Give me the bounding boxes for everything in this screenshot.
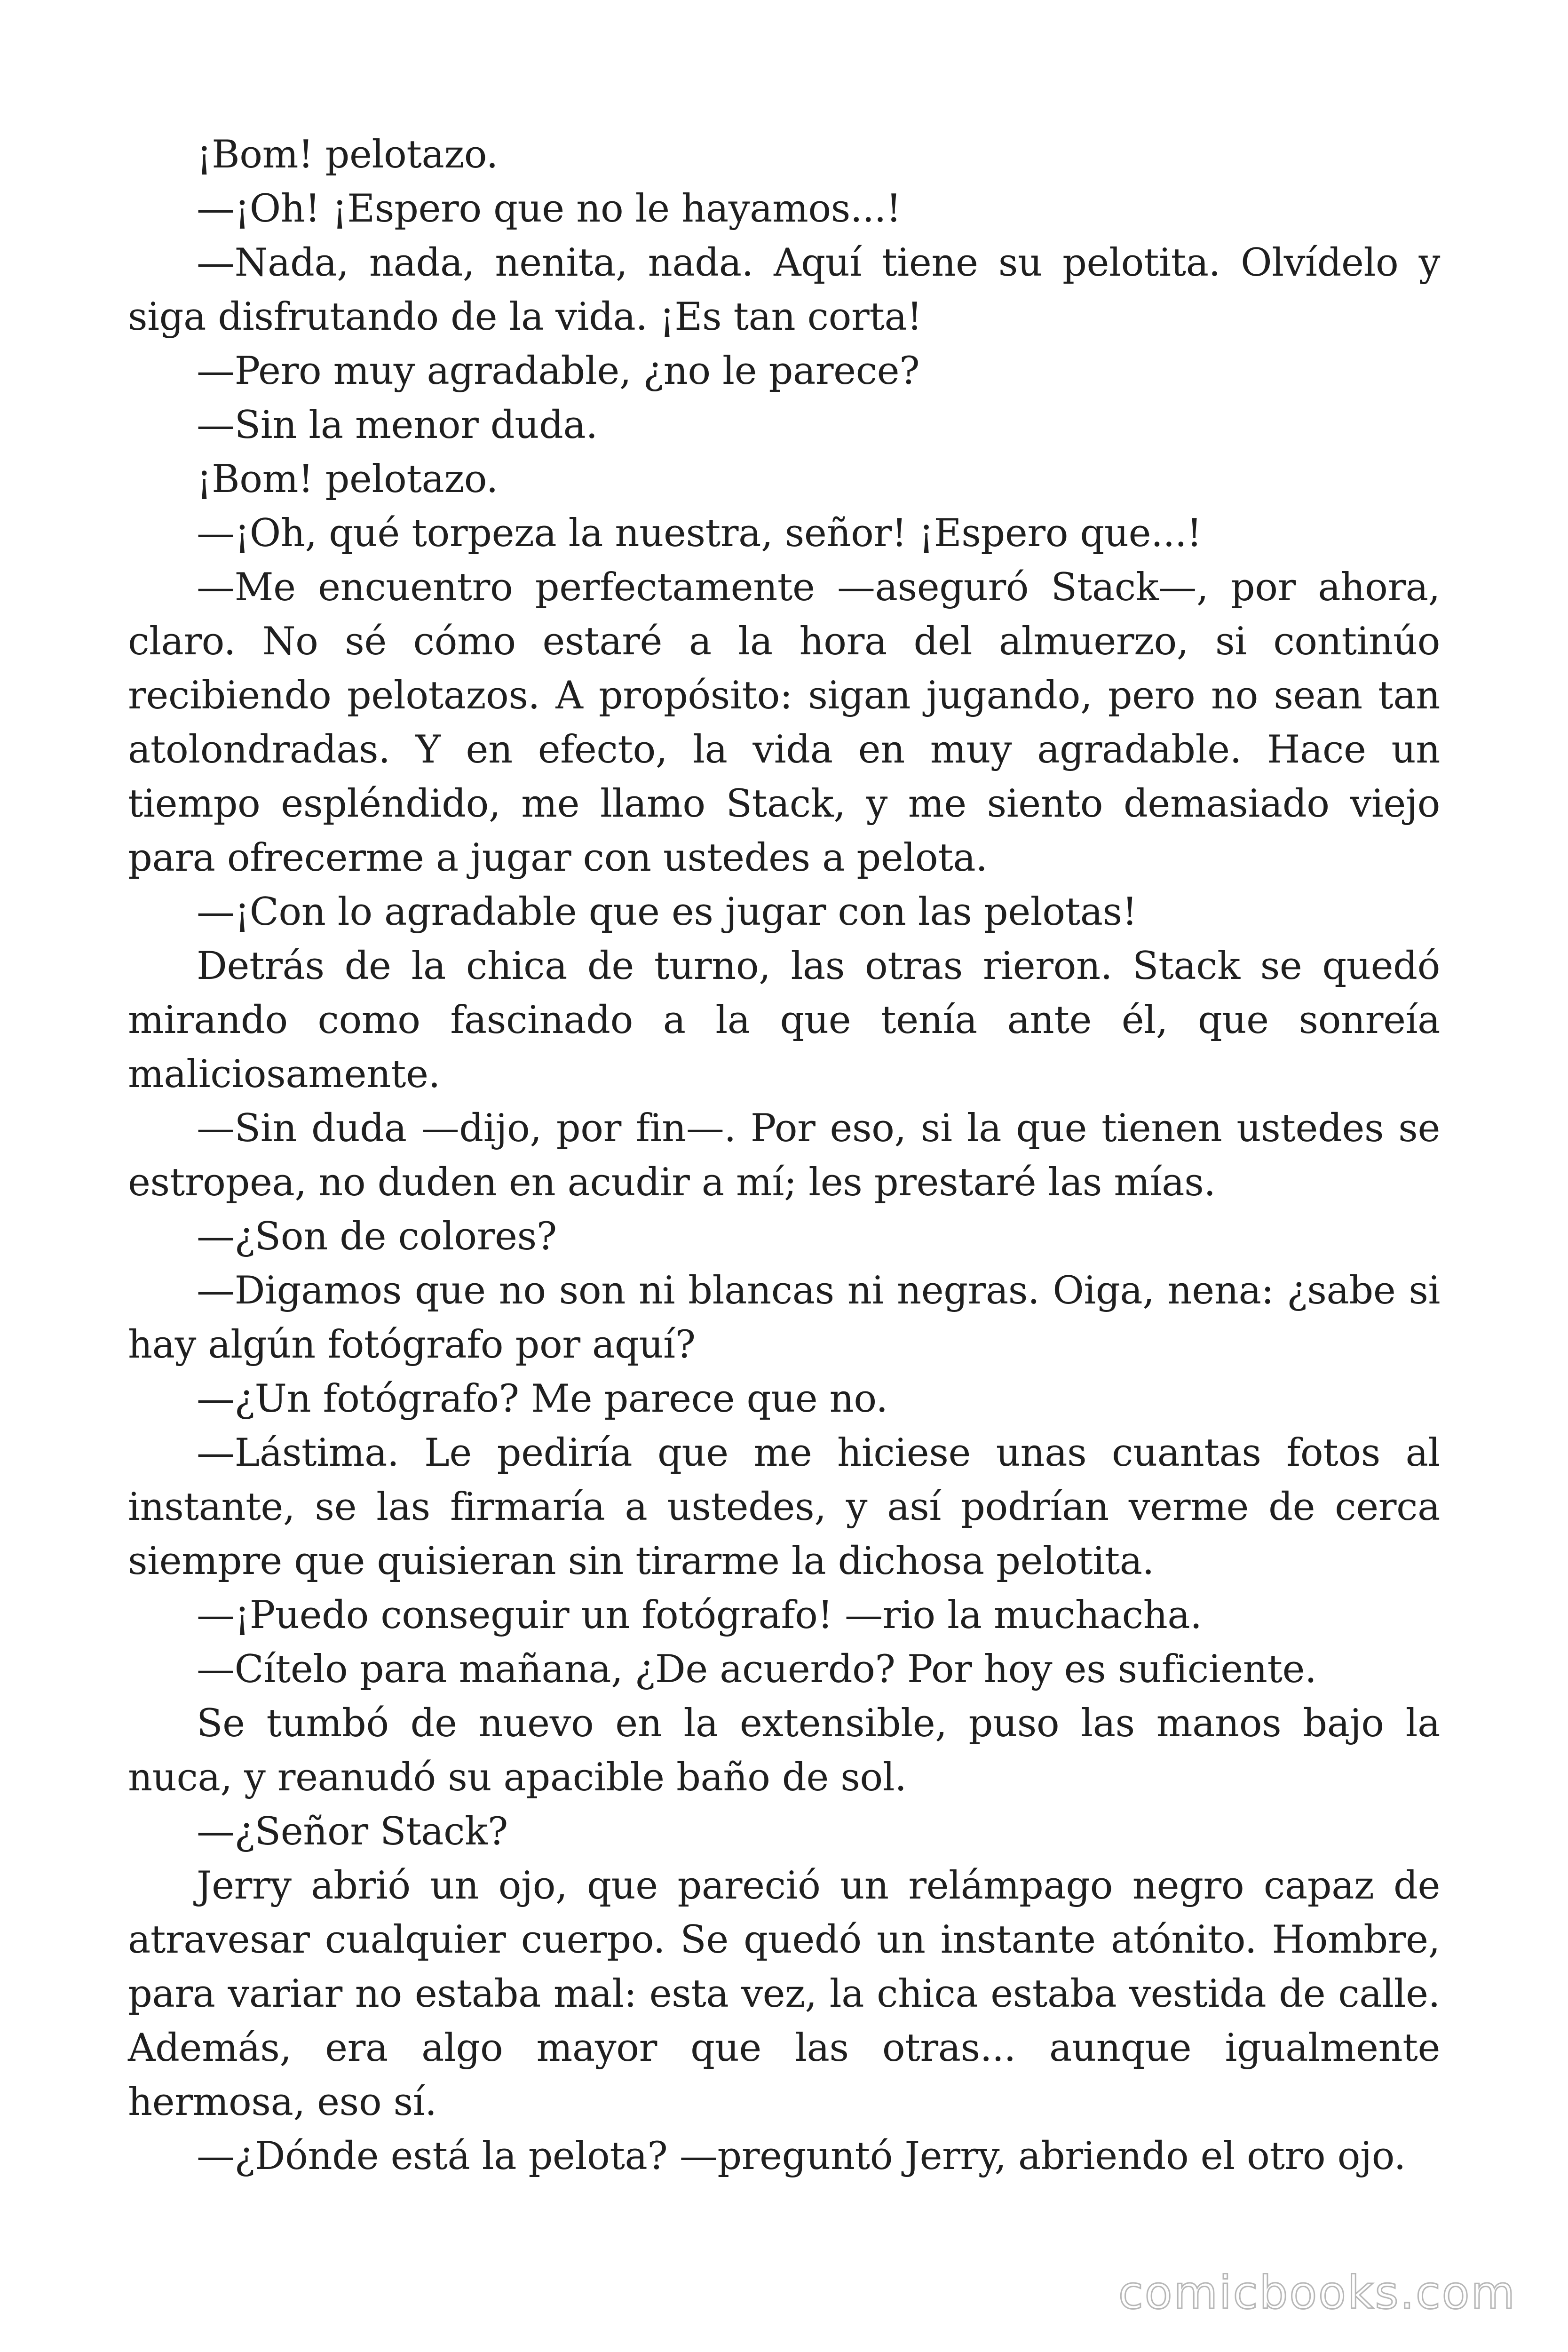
paragraph: —Lástima. Le pediría que me hiciese unas cuantas fotos al instante, se las firmaría a ustedes, y así podrían verme de cerca siempre que quisieran sin tirarme la dichosa pelotita. xyxy=(128,1431,1440,1583)
paragraph: Se tumbó de nuevo en la extensible, puso las manos bajo la nuca, y reanudó su apacible baño de sol. xyxy=(128,1701,1440,1800)
paragraph: Jerry abrió un ojo, que pareció un relámpago negro capaz de atravesar cualquier cuerpo. Se quedó un instante atónito. Hombre, para variar no estaba mal: esta vez, la chica estaba vestida de calle. Además, era algo mayor que las otras... aunque igualmente hermosa, eso sí. xyxy=(128,1864,1440,2124)
paragraph: —¿Son de colores? xyxy=(197,1215,557,1259)
page-body xyxy=(128,128,1440,2184)
paragraph: —Cítelo para mañana, ¿De acuerdo? Por hoy es suficiente. xyxy=(197,1647,1317,1692)
paragraph: —¿Dónde está la pelota? —preguntó Jerry, abriendo el otro ojo. xyxy=(197,2134,1406,2178)
paragraph: —Digamos que no son ni blancas ni negras. Oiga, nena: ¿sabe si hay algún fotógrafo por aquí? xyxy=(128,1269,1440,1367)
paragraph: Detrás de la chica de turno, las otras rieron. Stack se quedó mirando como fascinado a la que tenía ante él, que sonreía maliciosamente. xyxy=(128,944,1440,1097)
paragraph: ¡Bom! pelotazo. xyxy=(197,133,499,177)
paragraph: —Nada, nada, nenita, nada. Aquí tiene su pelotita. Olvídelo y siga disfrutando de la vida. ¡Es tan corta! xyxy=(128,241,1440,339)
paragraph: —¡Oh, qué torpeza la nuestra, señor! ¡Espero que...! xyxy=(197,511,1202,556)
paragraph: —¡Puedo conseguir un fotógrafo! —rio la muchacha. xyxy=(197,1593,1202,1637)
paragraph: —¡Oh! ¡Espero que no le hayamos...! xyxy=(197,187,902,231)
paragraph: —Sin la menor duda. xyxy=(197,403,598,447)
paragraph: ¡Bom! pelotazo. xyxy=(197,457,499,501)
paragraph: —Pero muy agradable, ¿no le parece? xyxy=(197,349,920,393)
paragraph: —¿Señor Stack? xyxy=(197,1810,508,1854)
paragraph: —Sin duda —dijo, por fin—. Por eso, si la que tienen ustedes se estropea, no duden en acudir a mí; les prestaré las mías. xyxy=(128,1106,1440,1205)
paragraph: —¿Un fotógrafo? Me parece que no. xyxy=(197,1377,888,1421)
paragraph: —¡Con lo agradable que es jugar con las pelotas! xyxy=(197,890,1137,934)
watermark-logo: comicbooks.com xyxy=(1118,2266,1516,2319)
paragraph: —Me encuentro perfectamente —aseguró Stack—, por ahora, claro. No sé cómo estaré a la hora del almuerzo, si continúo recibiendo pelotazos. A propósito: sigan jugando, pero no sean tan atolondradas. Y en efecto, la vida en muy agradable. Hace un tiempo espléndido, me llamo Stack, y me siento demasiado viejo para ofrecerme a jugar con ustedes a pelota. xyxy=(128,565,1440,880)
